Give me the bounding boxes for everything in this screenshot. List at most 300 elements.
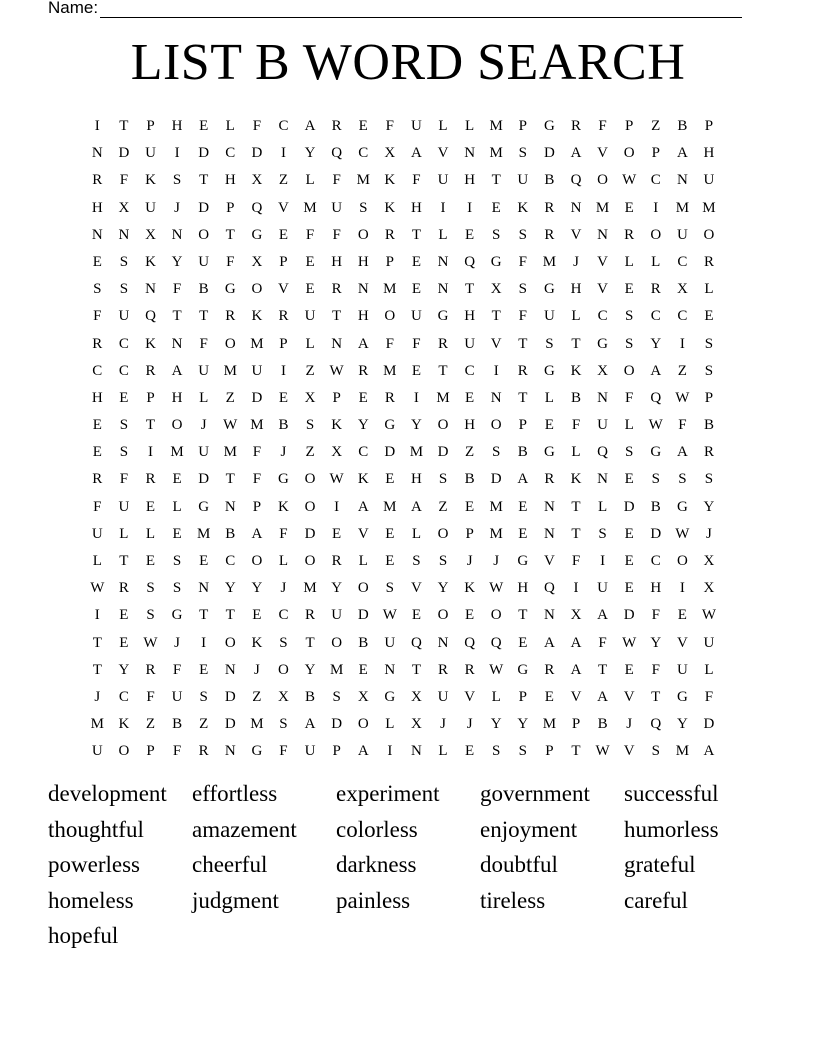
grid-letter[interactable]: P bbox=[518, 417, 527, 434]
grid-letter[interactable]: U bbox=[464, 335, 476, 352]
grid-letter[interactable]: W bbox=[329, 362, 344, 379]
grid-letter[interactable]: I bbox=[573, 580, 579, 597]
grid-letter[interactable]: A bbox=[304, 118, 316, 134]
grid-letter[interactable]: S bbox=[492, 444, 501, 461]
grid-letter[interactable]: X bbox=[570, 607, 582, 624]
grid-letter[interactable]: F bbox=[119, 172, 129, 189]
grid-letter[interactable]: R bbox=[92, 172, 103, 189]
grid-letter[interactable]: O bbox=[357, 580, 369, 597]
grid-letter[interactable]: R bbox=[438, 335, 449, 352]
grid-letter[interactable]: L bbox=[571, 308, 581, 325]
grid-letter[interactable]: E bbox=[199, 553, 209, 569]
grid-letter[interactable]: A bbox=[304, 716, 316, 733]
grid-letter[interactable]: R bbox=[570, 118, 581, 134]
grid-letter[interactable]: O bbox=[490, 417, 502, 434]
grid-letter[interactable]: G bbox=[597, 335, 608, 352]
grid-letter[interactable]: R bbox=[92, 335, 103, 352]
grid-letter[interactable]: R bbox=[544, 226, 555, 243]
grid-letter[interactable]: N bbox=[224, 661, 236, 678]
grid-letter[interactable]: D bbox=[703, 716, 715, 733]
grid-letter[interactable]: M bbox=[675, 743, 690, 760]
grid-letter[interactable]: T bbox=[518, 607, 528, 624]
grid-letter[interactable]: F bbox=[332, 226, 341, 243]
grid-letter[interactable]: J bbox=[626, 716, 633, 733]
grid-letter[interactable]: U bbox=[304, 308, 316, 325]
grid-letter[interactable]: R bbox=[92, 471, 103, 488]
grid-letter[interactable]: S bbox=[625, 335, 634, 352]
grid-letter[interactable]: U bbox=[118, 498, 130, 515]
grid-letter[interactable]: N bbox=[331, 335, 343, 352]
grid-letter[interactable]: E bbox=[411, 362, 421, 379]
grid-letter[interactable]: N bbox=[464, 145, 476, 162]
grid-letter[interactable]: B bbox=[172, 716, 183, 733]
grid-letter[interactable]: P bbox=[625, 118, 634, 134]
grid-letter[interactable]: L bbox=[624, 253, 634, 270]
grid-letter[interactable]: O bbox=[437, 607, 449, 624]
grid-letter[interactable]: N bbox=[171, 335, 183, 352]
grid-letter[interactable]: G bbox=[384, 417, 396, 434]
grid-letter[interactable]: G bbox=[676, 688, 688, 705]
grid-letter[interactable]: R bbox=[198, 743, 209, 760]
grid-letter[interactable]: M bbox=[542, 253, 557, 270]
grid-letter[interactable]: F bbox=[385, 118, 394, 134]
grid-letter[interactable]: W bbox=[223, 417, 238, 434]
grid-letter[interactable]: W bbox=[90, 580, 105, 597]
grid-letter[interactable]: L bbox=[278, 553, 289, 569]
grid-letter[interactable]: M bbox=[197, 525, 211, 542]
grid-letter[interactable]: T bbox=[651, 688, 661, 705]
grid-letter[interactable]: Y bbox=[331, 580, 343, 597]
grid-letter[interactable]: B bbox=[677, 118, 688, 134]
grid-letter[interactable]: A bbox=[597, 688, 608, 705]
grid-letter[interactable]: M bbox=[383, 362, 397, 379]
grid-letter[interactable]: Y bbox=[118, 661, 130, 678]
grid-letter[interactable]: S bbox=[359, 199, 368, 216]
grid-letter[interactable]: M bbox=[595, 199, 610, 216]
grid-letter[interactable]: B bbox=[278, 417, 289, 434]
grid-letter[interactable]: B bbox=[358, 634, 369, 651]
grid-letter[interactable]: L bbox=[438, 226, 448, 243]
grid-letter[interactable]: K bbox=[145, 253, 156, 270]
grid-letter[interactable]: F bbox=[625, 389, 634, 406]
grid-letter[interactable]: Z bbox=[438, 498, 448, 515]
grid-letter[interactable]: J bbox=[280, 444, 287, 461]
grid-letter[interactable]: O bbox=[224, 335, 236, 352]
grid-letter[interactable]: E bbox=[385, 553, 395, 569]
grid-letter[interactable]: H bbox=[411, 199, 422, 216]
grid-letter[interactable]: R bbox=[145, 362, 156, 379]
grid-letter[interactable]: H bbox=[570, 281, 582, 298]
grid-letter[interactable]: E bbox=[465, 389, 475, 406]
grid-letter[interactable]: Z bbox=[278, 172, 289, 189]
grid-letter[interactable]: G bbox=[490, 253, 502, 270]
grid-letter[interactable]: H bbox=[91, 199, 103, 216]
grid-letter[interactable]: S bbox=[305, 417, 315, 434]
grid-letter[interactable]: M bbox=[250, 716, 264, 733]
grid-letter[interactable]: U bbox=[304, 743, 316, 760]
grid-letter[interactable]: K bbox=[384, 172, 396, 189]
grid-letter[interactable]: Z bbox=[465, 444, 475, 461]
grid-letter[interactable]: W bbox=[675, 389, 690, 406]
grid-letter[interactable]: U bbox=[703, 634, 715, 651]
grid-letter[interactable]: B bbox=[650, 498, 661, 515]
grid-letter[interactable]: S bbox=[518, 226, 527, 243]
grid-letter[interactable]: I bbox=[387, 743, 393, 760]
grid-letter[interactable]: P bbox=[332, 743, 341, 760]
grid-letter[interactable]: L bbox=[597, 498, 608, 515]
grid-letter[interactable]: E bbox=[465, 498, 475, 515]
grid-letter[interactable]: P bbox=[571, 716, 581, 733]
grid-letter[interactable]: I bbox=[493, 362, 499, 379]
grid-letter[interactable]: A bbox=[570, 661, 582, 678]
grid-letter[interactable]: O bbox=[198, 226, 210, 243]
grid-letter[interactable]: H bbox=[517, 580, 529, 597]
grid-letter[interactable]: E bbox=[145, 553, 156, 569]
grid-letter[interactable]: F bbox=[385, 335, 394, 352]
grid-letter[interactable]: Q bbox=[543, 580, 555, 597]
grid-letter[interactable]: V bbox=[570, 688, 582, 705]
grid-letter[interactable]: S bbox=[651, 743, 660, 760]
grid-letter[interactable]: C bbox=[597, 308, 608, 325]
grid-letter[interactable]: E bbox=[624, 525, 634, 542]
grid-letter[interactable]: L bbox=[544, 389, 554, 406]
grid-letter[interactable]: B bbox=[305, 688, 316, 705]
grid-letter[interactable]: K bbox=[278, 498, 289, 515]
grid-letter[interactable]: D bbox=[357, 607, 369, 624]
grid-letter[interactable]: L bbox=[305, 172, 315, 189]
grid-letter[interactable]: V bbox=[676, 634, 688, 651]
grid-letter[interactable]: K bbox=[145, 335, 156, 352]
grid-letter[interactable]: T bbox=[119, 118, 129, 134]
grid-letter[interactable]: Q bbox=[597, 444, 608, 461]
grid-letter[interactable]: U bbox=[411, 118, 422, 134]
grid-letter[interactable]: T bbox=[438, 362, 448, 379]
grid-letter[interactable]: G bbox=[437, 308, 449, 325]
grid-letter[interactable]: V bbox=[570, 226, 582, 243]
grid-letter[interactable]: M bbox=[489, 525, 503, 542]
grid-letter[interactable]: R bbox=[544, 661, 555, 678]
grid-letter[interactable]: G bbox=[650, 444, 662, 461]
grid-letter[interactable]: F bbox=[305, 226, 315, 243]
grid-letter[interactable]: A bbox=[251, 525, 263, 542]
grid-letter[interactable]: N bbox=[118, 226, 130, 243]
grid-letter[interactable]: Y bbox=[650, 335, 662, 352]
grid-letter[interactable]: X bbox=[278, 688, 289, 705]
grid-letter[interactable]: R bbox=[384, 389, 395, 406]
grid-letter[interactable]: F bbox=[93, 498, 102, 515]
grid-letter[interactable]: Y bbox=[490, 716, 502, 733]
grid-letter[interactable]: U bbox=[411, 308, 422, 325]
grid-letter[interactable]: J bbox=[94, 688, 101, 705]
grid-letter[interactable]: A bbox=[171, 362, 183, 379]
grid-letter[interactable]: S bbox=[678, 471, 687, 488]
grid-letter[interactable]: A bbox=[357, 743, 369, 760]
grid-letter[interactable]: N bbox=[145, 281, 156, 298]
grid-letter[interactable]: E bbox=[145, 498, 156, 515]
grid-letter[interactable]: X bbox=[411, 716, 422, 733]
grid-letter[interactable]: D bbox=[118, 145, 130, 162]
grid-letter[interactable]: T bbox=[172, 308, 182, 325]
grid-letter[interactable]: T bbox=[571, 525, 581, 542]
grid-letter[interactable]: U bbox=[543, 308, 555, 325]
grid-letter[interactable]: N bbox=[490, 389, 502, 406]
grid-letter[interactable]: B bbox=[703, 417, 714, 434]
grid-letter[interactable]: Q bbox=[411, 634, 422, 651]
grid-letter[interactable]: T bbox=[225, 226, 235, 243]
grid-letter[interactable]: E bbox=[624, 281, 634, 298]
grid-letter[interactable]: O bbox=[251, 281, 263, 298]
grid-letter[interactable]: T bbox=[465, 281, 475, 298]
grid-letter[interactable]: Y bbox=[224, 580, 236, 597]
grid-letter[interactable]: T bbox=[305, 634, 315, 651]
grid-letter[interactable]: L bbox=[92, 553, 102, 569]
grid-letter[interactable]: E bbox=[358, 118, 368, 134]
grid-letter[interactable]: M bbox=[489, 118, 503, 134]
grid-letter[interactable]: O bbox=[251, 553, 263, 569]
grid-letter[interactable]: F bbox=[93, 308, 102, 325]
grid-letter[interactable]: T bbox=[491, 308, 501, 325]
grid-letter[interactable]: N bbox=[171, 226, 183, 243]
grid-letter[interactable]: T bbox=[92, 661, 102, 678]
grid-letter[interactable]: T bbox=[411, 661, 421, 678]
grid-letter[interactable]: D bbox=[224, 716, 236, 733]
grid-letter[interactable]: J bbox=[466, 716, 473, 733]
grid-letter[interactable]: S bbox=[172, 580, 182, 597]
grid-letter[interactable]: G bbox=[676, 498, 688, 515]
grid-letter[interactable]: G bbox=[251, 226, 263, 243]
grid-letter[interactable]: Z bbox=[252, 688, 262, 705]
grid-letter[interactable]: W bbox=[489, 661, 504, 678]
grid-letter[interactable]: D bbox=[224, 688, 236, 705]
grid-letter[interactable]: R bbox=[358, 362, 369, 379]
grid-letter[interactable]: L bbox=[651, 253, 661, 270]
grid-letter[interactable]: Y bbox=[357, 417, 369, 434]
grid-letter[interactable]: K bbox=[118, 716, 130, 733]
grid-letter[interactable]: P bbox=[146, 118, 155, 134]
grid-letter[interactable]: E bbox=[119, 607, 129, 624]
grid-letter[interactable]: G bbox=[543, 118, 555, 134]
grid-letter[interactable]: E bbox=[624, 471, 634, 488]
grid-letter[interactable]: L bbox=[411, 525, 421, 542]
grid-letter[interactable]: F bbox=[704, 688, 714, 705]
grid-letter[interactable]: I bbox=[280, 145, 286, 162]
grid-letter[interactable]: O bbox=[650, 226, 662, 243]
grid-letter[interactable]: P bbox=[252, 498, 262, 515]
grid-letter[interactable]: S bbox=[146, 607, 155, 624]
grid-letter[interactable]: R bbox=[118, 580, 129, 597]
grid-letter[interactable]: E bbox=[252, 607, 262, 624]
grid-letter[interactable]: Q bbox=[464, 634, 476, 651]
grid-letter[interactable]: Q bbox=[145, 308, 156, 325]
grid-letter[interactable]: Y bbox=[304, 661, 316, 678]
grid-letter[interactable]: G bbox=[543, 362, 555, 379]
grid-letter[interactable]: X bbox=[357, 688, 369, 705]
grid-letter[interactable]: K bbox=[570, 362, 582, 379]
grid-letter[interactable]: C bbox=[118, 688, 129, 705]
grid-letter[interactable]: L bbox=[358, 553, 368, 569]
grid-letter[interactable]: C bbox=[650, 308, 661, 325]
grid-letter[interactable]: S bbox=[518, 281, 527, 298]
grid-letter[interactable]: O bbox=[304, 498, 316, 515]
grid-letter[interactable]: P bbox=[146, 743, 155, 760]
grid-letter[interactable]: X bbox=[118, 199, 130, 216]
grid-letter[interactable]: D bbox=[304, 525, 316, 542]
grid-letter[interactable]: E bbox=[518, 498, 528, 515]
grid-letter[interactable]: O bbox=[224, 634, 236, 651]
grid-letter[interactable]: P bbox=[704, 118, 714, 134]
grid-letter[interactable]: T bbox=[571, 743, 581, 760]
grid-letter[interactable]: U bbox=[251, 362, 263, 379]
grid-letter[interactable]: K bbox=[145, 172, 156, 189]
grid-letter[interactable]: E bbox=[199, 661, 209, 678]
grid-letter[interactable]: E bbox=[278, 226, 289, 243]
grid-letter[interactable]: M bbox=[303, 199, 317, 216]
grid-letter[interactable]: T bbox=[199, 172, 209, 189]
grid-letter[interactable]: T bbox=[199, 308, 209, 325]
grid-letter[interactable]: R bbox=[438, 661, 449, 678]
grid-letter[interactable]: N bbox=[437, 634, 449, 651]
grid-letter[interactable]: E bbox=[465, 607, 475, 624]
grid-letter[interactable]: C bbox=[225, 145, 236, 162]
grid-letter[interactable]: V bbox=[597, 145, 608, 162]
grid-letter[interactable]: E bbox=[624, 580, 634, 597]
grid-letter[interactable]: P bbox=[332, 389, 341, 406]
grid-letter[interactable]: W bbox=[489, 580, 504, 597]
grid-letter[interactable]: D bbox=[437, 444, 449, 461]
grid-letter[interactable]: U bbox=[676, 661, 688, 678]
grid-letter[interactable]: M bbox=[250, 335, 264, 352]
grid-letter[interactable]: P bbox=[226, 199, 235, 216]
grid-letter[interactable]: Q bbox=[331, 145, 343, 162]
grid-letter[interactable]: V bbox=[411, 580, 422, 597]
grid-letter[interactable]: S bbox=[518, 145, 527, 162]
grid-letter[interactable]: B bbox=[597, 716, 608, 733]
grid-letter[interactable]: L bbox=[305, 335, 315, 352]
grid-letter[interactable]: R bbox=[544, 199, 555, 216]
grid-letter[interactable]: P bbox=[465, 525, 474, 542]
grid-letter[interactable]: R bbox=[650, 281, 661, 298]
grid-letter[interactable]: C bbox=[225, 553, 236, 569]
grid-letter[interactable]: M bbox=[170, 444, 184, 461]
grid-letter[interactable]: T bbox=[597, 661, 608, 678]
grid-letter[interactable]: R bbox=[464, 661, 475, 678]
grid-letter[interactable]: B bbox=[517, 444, 528, 461]
grid-letter[interactable]: J bbox=[174, 634, 180, 651]
grid-letter[interactable]: G bbox=[224, 281, 236, 298]
grid-letter[interactable]: F bbox=[146, 688, 155, 705]
grid-letter[interactable]: T bbox=[571, 335, 581, 352]
grid-letter[interactable]: A bbox=[703, 743, 715, 760]
grid-letter[interactable]: H bbox=[357, 308, 369, 325]
grid-letter[interactable]: P bbox=[518, 118, 527, 134]
grid-letter[interactable]: A bbox=[517, 471, 529, 488]
grid-letter[interactable]: E bbox=[305, 281, 315, 298]
grid-letter[interactable]: W bbox=[648, 417, 663, 434]
grid-letter[interactable]: R bbox=[331, 281, 342, 298]
grid-letter[interactable]: S bbox=[704, 362, 714, 379]
grid-letter[interactable]: F bbox=[651, 661, 660, 678]
grid-letter[interactable]: X bbox=[251, 253, 263, 270]
grid-letter[interactable]: O bbox=[676, 553, 688, 569]
grid-letter[interactable]: R bbox=[517, 362, 528, 379]
grid-letter[interactable]: X bbox=[145, 226, 156, 243]
grid-letter[interactable]: U bbox=[145, 199, 156, 216]
grid-letter[interactable]: R bbox=[624, 226, 635, 243]
grid-letter[interactable]: F bbox=[332, 172, 341, 189]
grid-letter[interactable]: N bbox=[91, 145, 103, 162]
grid-letter[interactable]: D bbox=[251, 145, 263, 162]
grid-letter[interactable]: M bbox=[542, 716, 557, 733]
grid-letter[interactable]: T bbox=[491, 172, 501, 189]
grid-letter[interactable]: S bbox=[119, 444, 129, 461]
grid-letter[interactable]: E bbox=[199, 118, 209, 134]
grid-letter[interactable]: V bbox=[597, 281, 608, 298]
grid-letter[interactable]: K bbox=[570, 471, 582, 488]
grid-letter[interactable]: E bbox=[358, 389, 368, 406]
grid-letter[interactable]: M bbox=[675, 199, 690, 216]
grid-letter[interactable]: S bbox=[146, 580, 155, 597]
grid-letter[interactable]: S bbox=[119, 417, 129, 434]
grid-letter[interactable]: X bbox=[411, 688, 422, 705]
grid-letter[interactable]: O bbox=[384, 308, 396, 325]
grid-letter[interactable]: W bbox=[595, 743, 610, 760]
grid-letter[interactable]: I bbox=[413, 389, 419, 406]
grid-letter[interactable]: S bbox=[492, 743, 501, 760]
grid-letter[interactable]: U bbox=[198, 444, 210, 461]
grid-letter[interactable]: H bbox=[224, 172, 236, 189]
grid-letter[interactable]: F bbox=[199, 335, 208, 352]
grid-letter[interactable]: U bbox=[384, 634, 396, 651]
grid-letter[interactable]: N bbox=[411, 743, 422, 760]
grid-letter[interactable]: G bbox=[171, 607, 183, 624]
grid-letter[interactable]: F bbox=[518, 308, 527, 325]
grid-letter[interactable]: F bbox=[252, 118, 262, 134]
grid-letter[interactable]: B bbox=[198, 281, 209, 298]
grid-letter[interactable]: M bbox=[303, 580, 317, 597]
grid-letter[interactable]: U bbox=[198, 362, 210, 379]
grid-letter[interactable]: F bbox=[279, 743, 288, 760]
grid-letter[interactable]: W bbox=[675, 525, 690, 542]
grid-letter[interactable]: Y bbox=[411, 417, 422, 434]
grid-letter[interactable]: M bbox=[329, 661, 344, 678]
grid-letter[interactable]: K bbox=[331, 417, 343, 434]
grid-letter[interactable]: D bbox=[251, 389, 263, 406]
grid-letter[interactable]: S bbox=[172, 172, 182, 189]
grid-letter[interactable]: U bbox=[597, 417, 608, 434]
grid-letter[interactable]: F bbox=[412, 172, 421, 189]
grid-letter[interactable]: S bbox=[119, 281, 129, 298]
grid-letter[interactable]: L bbox=[199, 389, 209, 406]
grid-letter[interactable]: V bbox=[597, 253, 608, 270]
grid-letter[interactable]: T bbox=[571, 498, 581, 515]
grid-letter[interactable]: E bbox=[411, 281, 421, 298]
grid-letter[interactable]: Q bbox=[650, 389, 662, 406]
grid-letter[interactable]: U bbox=[91, 525, 103, 542]
grid-letter[interactable]: U bbox=[145, 145, 156, 162]
grid-letter[interactable]: U bbox=[331, 199, 343, 216]
grid-letter[interactable]: P bbox=[518, 688, 527, 705]
grid-letter[interactable]: S bbox=[492, 226, 501, 243]
grid-letter[interactable]: N bbox=[437, 253, 449, 270]
grid-letter[interactable]: A bbox=[357, 335, 369, 352]
grid-letter[interactable]: D bbox=[490, 471, 502, 488]
grid-letter[interactable]: D bbox=[384, 444, 396, 461]
grid-letter[interactable]: R bbox=[331, 553, 342, 569]
grid-letter[interactable]: H bbox=[331, 253, 343, 270]
grid-letter[interactable]: D bbox=[198, 145, 210, 162]
grid-letter[interactable]: J bbox=[440, 716, 446, 733]
grid-letter[interactable]: A bbox=[676, 145, 688, 162]
